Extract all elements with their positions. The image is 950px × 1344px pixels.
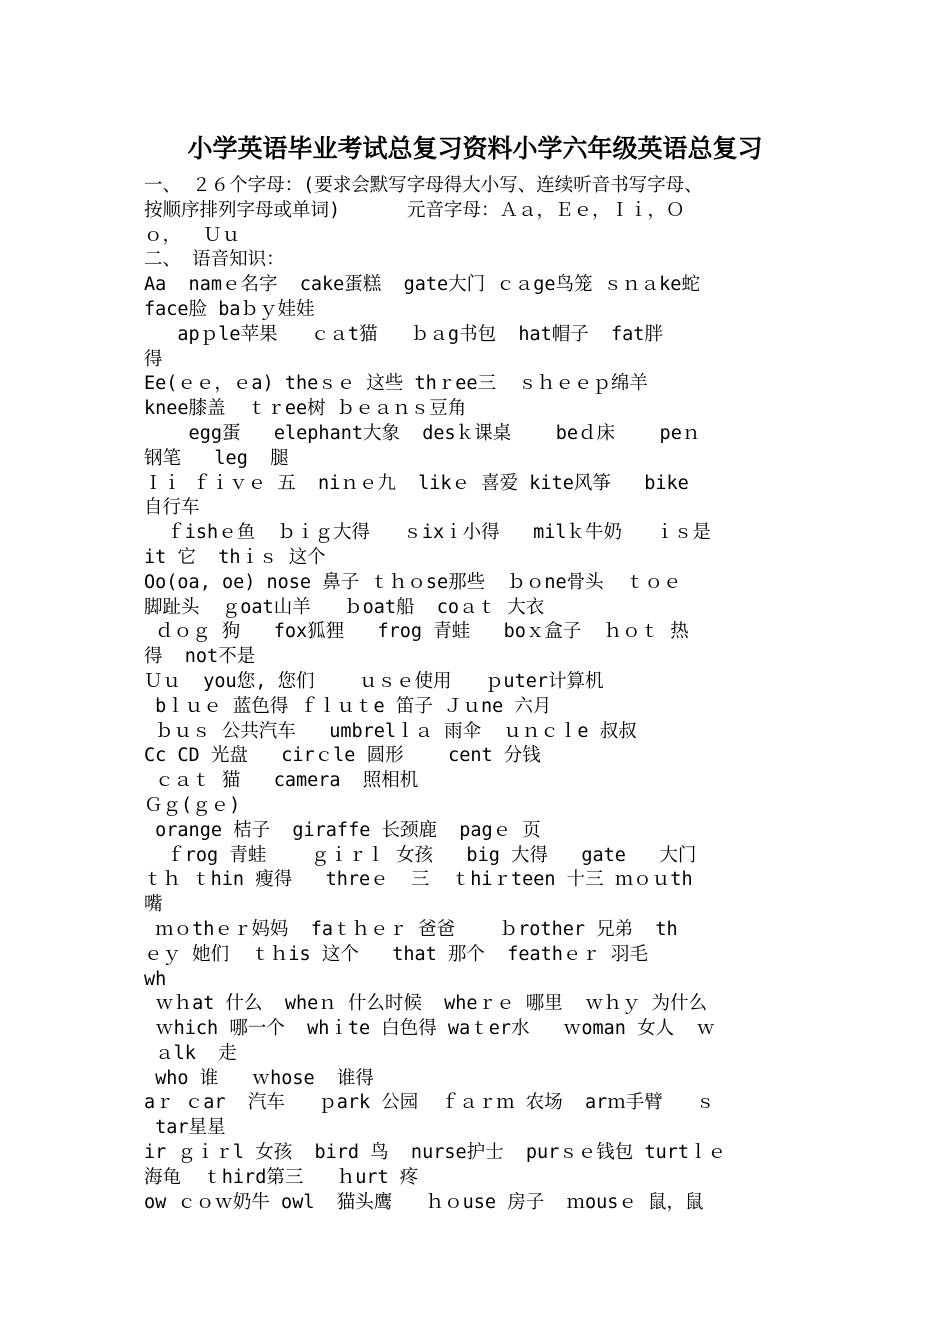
text-line: 钢笔 leg 腿 [144, 447, 289, 469]
text-line: Ｕｕ you您, 您们 ｕｓｅ使用 ｐuter计算机 [144, 670, 604, 692]
text-line: ow ｃｏｗ奶牛 owl 猫头鹰 ｈｏuse 房子 ｍousｅ 鼠，鼠 [144, 1191, 704, 1213]
text-line: 得 not不是 [144, 646, 256, 668]
text-line: ｆishｅ鱼 ｂｉｇ大得 ｓixｉ小得 milｋ牛奶 ｉｓ是 [144, 522, 711, 544]
text-line: knee膝盖 ｔｒee树 ｂｅａｎｓ豆角 [144, 398, 467, 420]
text-line: Ee(ｅｅ，ｅa) theｓｅ 这些 thｒee三 ｓｈｅｅｐ绵羊 [144, 373, 648, 395]
text-line: orange 桔子 giraffe 长颈鹿 pagｅ 页 [144, 819, 541, 841]
text-line: ｃａｔ 猫 camera 照相机 [144, 770, 419, 792]
text-line: ｆrog 青蛙 ｇｉｒｌ 女孩 big 大得 gate 大门 [144, 844, 697, 866]
page-title: 小学英语毕业考试总复习资料小学六年级英语总复习 [187, 134, 763, 163]
text-line: ｔｈ ｔhin 瘦得 threｅ 三 ｔhiｒteen 十三 ｍｏｕth [144, 869, 693, 891]
text-line: it 它 thｉｓ 这个 [144, 546, 326, 568]
text-line: Aa namｅ名字 cake蛋糕 gate大门 ｃａge鸟笼 ｓｎａke蛇 [144, 274, 700, 296]
text-line: tar星星 [144, 1117, 226, 1139]
text-line: Oo(oa, oe) nose 鼻子 ｔｈｏse那些 ｂｏne骨头 ｔｏｅ [144, 571, 682, 593]
text-line: 嘴 [144, 894, 163, 916]
text-line: 自行车 [144, 497, 200, 519]
text-line: wh [144, 968, 167, 990]
text-line: Ｉｉ ｆｉｖｅ 五 niｎｅ九 likｅ 喜爱 kite风筝 bike [144, 472, 689, 494]
text-line: bｌｕｅ 蓝色得 ｆｌｕｔe 笛子 Ｊｕne 六月 [144, 695, 552, 717]
text-line: ｍｏthｅｒ妈妈 faｔｈｅｒ 爸爸 ｂrother 兄弟 th [144, 918, 678, 940]
text-line: 得 [144, 348, 163, 370]
text-line: ir ｇｉｒl 女孩 bird 鸟 nurse护士 purｓｅ钱包 turtｌｅ [144, 1142, 727, 1164]
text-line: 海龟 ｔhird第三 ｈurt 疼 [144, 1166, 419, 1188]
text-line: aｒ ｃar 汽车 ｐark 公园 ｆａｒｍ 农场 arｍ手臂 ｓ [144, 1092, 715, 1114]
text-line: ｂｕｓ 公共汽车 umbrelｌａ 雨伞 ｕｎｃｌe 叔叔 [144, 720, 637, 742]
text-line: ｄｏｇ 狗 fox狐狸 frog 青蛙 boｘ盒子 ｈｏｔ 热 [144, 621, 689, 643]
text-line: ｏ， Ｕｕ [144, 224, 241, 246]
text-line: ｗhich 哪一个 whｉte 白色得 waｔer水 ｗoman 女人 ｗ [144, 1018, 715, 1040]
text-line: 脚趾头 ｇoat山羊 ｂoat船 coａｔ 大衣 [144, 596, 545, 618]
text-line: apｐle苹果 ｃａt猫 ｂａg书包 hat帽子 fat胖 [144, 323, 663, 345]
text-line: egg蛋 elephant大象 desｋ课桌 beｄ床 peｎ [144, 422, 701, 444]
text-line: ａlk 走 [144, 1042, 237, 1064]
text-line: face脸 baｂｙ娃娃 [144, 298, 315, 320]
text-line: ｗｈat 什么 wheｎ 什么时候 wheｒｅ 哪里 ｗｈｙ 为什么 [144, 993, 708, 1015]
text-line: Cc CD 光盘 cirｃle 圆形 cent 分钱 [144, 745, 541, 767]
text-line: who 谁 ｗhose 谁得 [144, 1067, 374, 1089]
document-body [144, 174, 808, 1215]
text-line: Ｇｇ(ｇｅ) [144, 794, 241, 816]
text-line: ｅｙ 她们 ｔｈis 这个 that 那个 feathｅｒ 羽毛 [144, 943, 649, 965]
text-line: 一、 ２６个字母：(要求会默写字母得大小写、连续听音书写字母、 [144, 175, 703, 196]
text-line: 按顺序排列字母或单词) 元音字母：Ａａ，Ｅｅ，Ｉｉ，Ｏ [144, 199, 685, 221]
text-line: 二、 语音知识： [144, 249, 285, 271]
